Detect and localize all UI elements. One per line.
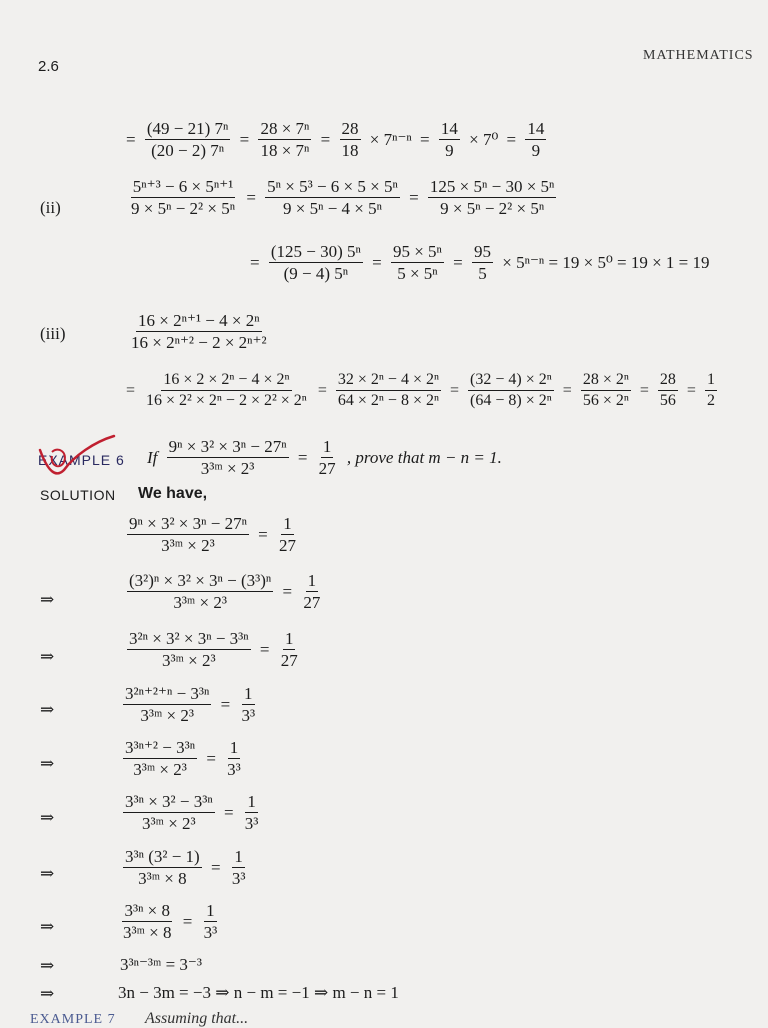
page-number: 2.6 <box>38 58 59 75</box>
fraction: $\frac{\text{(125 − 30) 5ⁿ}}{\text{(9 − 4) 5ⁿ}}$ <box>270 242 361 284</box>
part-iii-label: (iii) <box>40 324 66 343</box>
solution-step: $\frac{\text{(3²)ⁿ × 3² × 3ⁿ − (3³)ⁿ}}{\text{3³ᵐ × 2³}}$ = $\frac{1}{27}$ <box>129 571 321 613</box>
solution-intro: We have, <box>138 485 208 502</box>
implies-arrow: ⇒ <box>40 590 55 609</box>
implies-arrow: ⇒ <box>40 754 55 773</box>
fraction: $\frac{\text{(32 − 4) × 2ⁿ}}{\text{(64 − 8) × 2ⁿ}}$ <box>470 371 552 409</box>
implies-arrow: ⇒ <box>40 956 55 975</box>
solution-step: $\frac{\text{3³ⁿ × 3² − 3³ⁿ}}{\text{3³ᵐ × 2³}}$ = $\frac{1}{\text{3³}}$ <box>125 792 259 834</box>
fraction: $\frac{1}{2}$ <box>706 371 715 409</box>
solution-step: $\frac{\text{3³ⁿ (3² − 1)}}{\text{3³ᵐ × 8}}$ = $\frac{1}{\text{3³}}$ <box>125 847 246 889</box>
example-7-text: Assuming that... <box>145 1010 249 1027</box>
solution-power-line: 3³ⁿ⁻³ᵐ = 3⁻³ <box>120 955 202 974</box>
fraction: $\frac{14}{9}$ <box>440 119 458 161</box>
example-6-heading: EXAMPLE 6 <box>38 452 125 468</box>
fraction: $\frac{\text{28 × 7ⁿ}}{\text{18 × 7ⁿ}}$ <box>260 119 310 161</box>
solution-final-line: 3n − 3m = −3 ⇒ n − m = −1 ⇒ m − n = 1 <box>118 983 399 1002</box>
fraction: $\frac{\text{125 × 5ⁿ − 30 × 5ⁿ}}{\text{9 × 5ⁿ − 2² × 5ⁿ}}$ <box>429 177 555 219</box>
implies-arrow: ⇒ <box>40 917 55 936</box>
part-ii-label: (ii) <box>40 198 61 217</box>
handwritten-check-mark <box>34 432 118 482</box>
part-ii-equation-line2: = $\frac{\text{(125 − 30) 5ⁿ}}{\text{(9 − 4) 5ⁿ}}$ = $\frac{\text{95 × 5ⁿ}}{\text{5 × 5ⁿ}}$ = $\frac{95}{5}$ × 5ⁿ⁻ⁿ = 19 × 5⁰ = 19 × 1 = 19 <box>250 242 710 284</box>
fraction: $\frac{\text{(49 − 21) 7ⁿ}}{\text{(20 − 2) 7ⁿ}}$ <box>146 119 229 161</box>
fraction: $\frac{28}{56}$ <box>659 371 676 409</box>
solution-step: $\frac{\text{3³ⁿ × 8}}{\text{3³ᵐ × 8}}$ = $\frac{1}{\text{3³}}$ <box>123 901 218 943</box>
fraction: $\frac{\text{5ⁿ⁺³ − 6 × 5ⁿ⁺¹}}{\text{9 × 5ⁿ − 2² × 5ⁿ}}$ <box>131 177 236 219</box>
part-ii-equation-line1: $\frac{\text{5ⁿ⁺³ − 6 × 5ⁿ⁺¹}}{\text{9 × 5ⁿ − 2² × 5ⁿ}}$ = $\frac{\text{5ⁿ × 5³ − 6 × 5 × 5ⁿ}}{\text{9 × 5ⁿ − 4 × 5ⁿ}}$ = $\frac{\text{125 × 5ⁿ − 30 × 5ⁿ}}{\text{9 × 5ⁿ − 2² × 5ⁿ}}$ <box>131 177 555 219</box>
fraction: $\frac{\text{5ⁿ × 5³ − 6 × 5 × 5ⁿ}}{\text{9 × 5ⁿ − 4 × 5ⁿ}}$ <box>267 177 398 219</box>
implies-arrow: ⇒ <box>40 984 55 1003</box>
fraction: $\frac{\text{28 × 2ⁿ}}{\text{56 × 2ⁿ}}$ <box>582 371 629 409</box>
solution-step: $\frac{\text{3³ⁿ⁺² − 3³ⁿ}}{\text{3³ᵐ × 2³}}$ = $\frac{1}{\text{3³}}$ <box>125 738 241 780</box>
part-iii-expression <box>126 310 272 354</box>
implies-arrow: ⇒ <box>40 864 55 883</box>
solution-step: $\frac{\text{3²ⁿ × 3² × 3ⁿ − 3³ⁿ}}{\text{3³ᵐ × 2³}}$ = $\frac{1}{27}$ <box>129 629 298 671</box>
example-7-heading: EXAMPLE 7 <box>30 1012 116 1027</box>
implies-arrow: ⇒ <box>40 647 55 666</box>
fraction: $\frac{28}{18}$ <box>341 119 359 161</box>
solution-step: $\frac{\text{3²ⁿ⁺²⁺ⁿ − 3³ⁿ}}{\text{3³ᵐ × 2³}}$ = $\frac{1}{\text{3³}}$ <box>125 684 256 726</box>
fraction: $\frac{\text{16 × 2 × 2ⁿ − 4 × 2ⁿ}}{\text{16 × 2² × 2ⁿ − 2 × 2² × 2ⁿ}}$ <box>146 371 307 409</box>
example-6-statement: If $\frac{\text{9ⁿ × 3² × 3ⁿ − 27ⁿ}}{\text{3³ᵐ × 2³}}$ = $\frac{1}{27}$ , prove that m − n = 1. <box>147 437 502 479</box>
fraction: $\frac{95}{5}$ <box>474 242 491 284</box>
solution-step: $\frac{\text{9ⁿ × 3² × 3ⁿ − 27ⁿ}}{\text{3³ᵐ × 2³}}$ = $\frac{1}{27}$ <box>129 514 297 556</box>
fraction: $\frac{\text{9ⁿ × 3² × 3ⁿ − 27ⁿ}}{\text{3³ᵐ × 2³}}$ <box>168 437 287 479</box>
fraction: $\frac{\text{95 × 5ⁿ}}{\text{5 × 5ⁿ}}$ <box>392 242 442 284</box>
solution-heading: SOLUTION <box>40 487 116 503</box>
fraction: $\frac{1}{27}$ <box>318 437 336 479</box>
running-head-title: MATHEMATICS <box>643 48 754 63</box>
implies-arrow: ⇒ <box>40 700 55 719</box>
implies-arrow: ⇒ <box>40 808 55 827</box>
fraction: $\frac{14}{9}$ <box>527 119 545 161</box>
part-iii-equation: = $\frac{\text{16 × 2 × 2ⁿ − 4 × 2ⁿ}}{\text{16 × 2² × 2ⁿ − 2 × 2² × 2ⁿ}}$ = $\frac{\text{32 × 2ⁿ − 4 × 2ⁿ}}{\text{64 × 2ⁿ − 8 × 2ⁿ}}$ = $\frac{\text{(32 − 4) × 2ⁿ}}{\text{(64 − 8) × 2ⁿ}}$ = $\frac{\text{28 × 2ⁿ}}{\text{56 × 2ⁿ}}$ = $\frac{28}{56}$ = $\frac{1}{2}$ <box>126 371 715 409</box>
fraction: $\frac{\text{32 × 2ⁿ − 4 × 2ⁿ}}{\text{64 × 2ⁿ − 8 × 2ⁿ}}$ <box>337 371 440 409</box>
part-i-equation: = $\frac{\text{(49 − 21) 7ⁿ}}{\text{(20 − 2) 7ⁿ}}$ = $\frac{\text{28 × 7ⁿ}}{\text{18 × 7ⁿ}}$ = $\frac{28}{18}$ × 7ⁿ⁻ⁿ = $\frac{14}{9}$ × 7⁰ = $\frac{14}{9}$ <box>126 119 545 161</box>
fraction: $\frac{\text{16 × 2ⁿ⁺¹ − 4 × 2ⁿ}}{\text{16 × 2ⁿ⁺² − 2 × 2ⁿ⁺²}}$ <box>131 311 267 353</box>
